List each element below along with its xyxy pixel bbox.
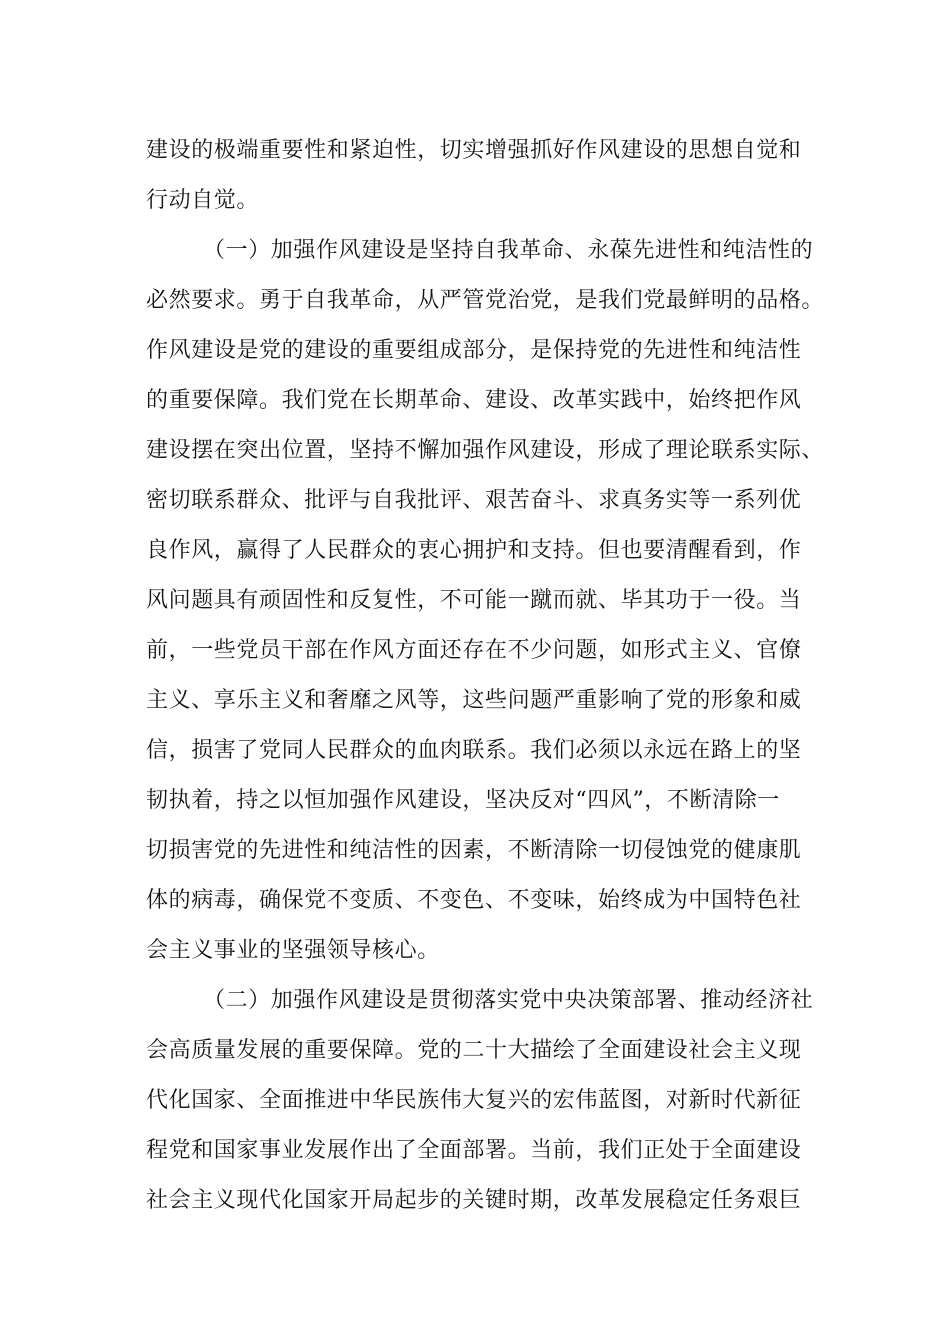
text-line-11: 前，一些党员干部在作风方面还存在不少问题，如形式主义、官僚 (146, 638, 802, 663)
text-line-21: 程党和国家事业发展作出了全面部署。当前，我们正处于全面建设 (146, 1138, 802, 1163)
text-line-19: 会高质量发展的重要保障。党的二十大描绘了全面建设社会主义现 (146, 1038, 802, 1063)
text-line-15: 切损害党的先进性和纯洁性的因素，不断清除一切侵蚀党的健康肌 (146, 838, 802, 863)
text-line-20: 代化国家、全面推进中华民族伟大复兴的宏伟蓝图，对新时代新征 (146, 1088, 802, 1113)
text-line-10: 风问题具有顽固性和反复性，不可能一蹴而就、毕其功于一役。当 (146, 588, 802, 613)
text-line-4: 必然要求。勇于自我革命，从严管党治党，是我们党最鲜明的品格。 (146, 288, 825, 313)
text-line-9: 良作风，赢得了人民群众的衷心拥护和支持。但也要清醒看到，作 (146, 538, 802, 563)
text-line-14: 韧执着，持之以恒加强作风建设，坚决反对“四风”，不断清除一 (146, 788, 780, 813)
text-line-16: 体的病毒，确保党不变质、不变色、不变味，始终成为中国特色社 (146, 888, 802, 913)
text-line-2: 行动自觉。 (146, 188, 260, 213)
text-line-1: 建设的极端重要性和紧迫性，切实增强抓好作风建设的思想自觉和 (146, 138, 802, 163)
text-line-8: 密切联系群众、批评与自我批评、艰苦奋斗、求真务实等一系列优 (146, 488, 802, 513)
text-line-13: 信，损害了党同人民群众的血肉联系。我们必须以永远在路上的坚 (146, 738, 802, 763)
text-line-5: 作风建设是党的建设的重要组成部分，是保持党的先进性和纯洁性 (146, 338, 802, 363)
section-2-heading-line: （二）加强作风建设是贯彻落实党中央决策部署、推动经济社 (203, 988, 814, 1013)
text-line-12: 主义、享乐主义和奢靡之风等，这些问题严重影响了党的形象和威 (146, 688, 802, 713)
text-line-17: 会主义事业的坚强领导核心。 (146, 938, 440, 963)
section-1-heading-line: （一）加强作风建设是坚持自我革命、永葆先进性和纯洁性的 (203, 238, 814, 263)
text-line-6: 的重要保障。我们党在长期革命、建设、改革实践中，始终把作风 (146, 388, 802, 413)
text-line-7: 建设摆在突出位置，坚持不懈加强作风建设，形成了理论联系实际、 (146, 438, 825, 463)
text-line-22: 社会主义现代化国家开局起步的关键时期，改革发展稳定任务艰巨 (146, 1188, 802, 1213)
